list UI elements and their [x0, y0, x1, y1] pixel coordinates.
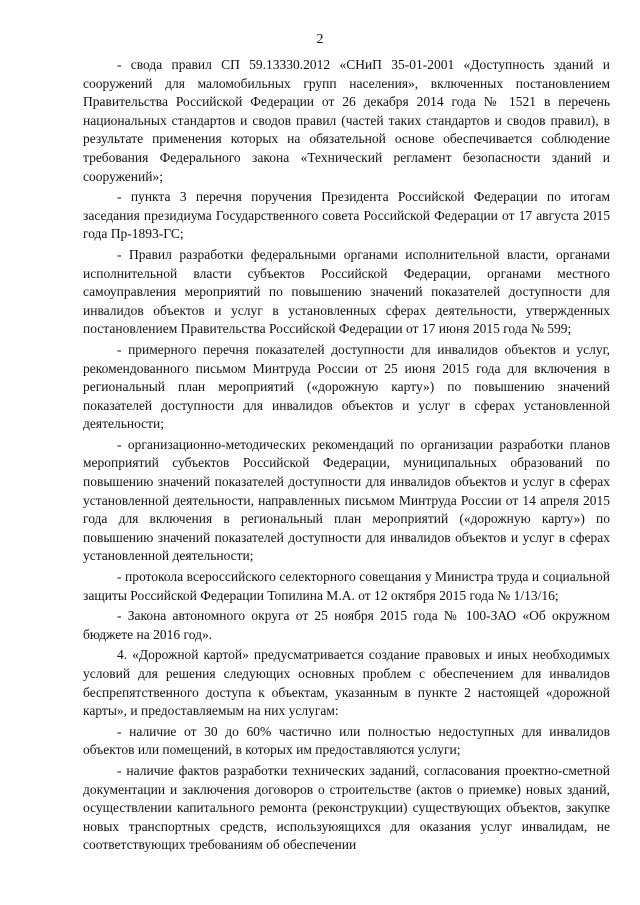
paragraph-methodical-recommendations: - организационно-методических рекомендаций по организации разработки планов мероприятий субъектов Российской Федерации, муниципальных образований по повышению значений показателей доступности для инвалидов объектов и услуг в сферах установленной деятельности, направленных письмом Минтруда России от 14 апреля 2015 года для включения в региональный план мероприятий («дорожную карту») по повышению значений показателей доступности для инвалидов объектов и услуг в сферах установленной деятельности;	[83, 436, 610, 564]
paragraph-budget-law: - Закона автономного округа от 25 ноября 2015 года № 100-ЗАО «Об окружном бюджете на 2016 год».	[83, 608, 610, 642]
paragraph-section-4: 4. «Дорожной картой» предусматривается создание правовых и иных необходимых условий для решения следующих основных проблем с обеспечением для инвалидов беспрепятственного доступа к объектам, указанным в пункте 2 настоящей «дорожной карты», и предоставляемым на них услугам:	[83, 647, 610, 719]
paragraph-sp-rules: - свода правил СП 59.13330.2012 «СНиП 35-01-2001 «Доступность зданий и сооружений для маломобильных групп населения», включенных постановлением Правительства Российской Федерации от 26 декабря 2014 года № 1521 в перечень национальных стандартов и сводов правил (частей таких стандартов и сводов правил), в результате применения которых на обязательной основе обеспечивается соблюдение требования Федерального закона «Технический регламент безопасности зданий и сооружений»;	[83, 57, 610, 184]
document-body	[83, 56, 610, 857]
paragraph-president-order: - пункта 3 перечня поручения Президента Российской Федерации по итогам заседания президиума Государственного совета Российской Федерации от 17 августа 2015 года Пр-1893-ГС;	[83, 189, 610, 242]
paragraph-development-rules: - Правил разработки федеральными органами исполнительной власти, органами исполнительной власти субъектов Российской Федерации, органами местного самоуправления мероприятий по повышению значений показателей доступности для инвалидов объектов и услуг в установленных сферах деятельности, утвержденных постановлением Правительства Российской Федерации от 17 июня 2015 года № 599;	[83, 246, 610, 337]
paragraph-inaccessible-objects: - наличие от 30 до 60% частично или полностью недоступных для инвалидов объектов или помещений, в которых им предоставляются услуги;	[83, 723, 610, 758]
paragraph-indicator-list: - примерного перечня показателей доступности для инвалидов объектов и услуг, рекомендованного письмом Минтруда России от 25 июня 2015 года для включения в региональный план мероприятий («дорожную карту») по повышению значений показателей доступности для инвалидов объектов и услуг в сферах установленной деятельности;	[83, 341, 610, 432]
paragraph-technical-tasks: - наличие фактов разработки технических заданий, согласования проектно-сметной документации и заключения договоров о строительстве (актов о приемке) новых зданий, осуществлении капитального ремонта (реконструкции) существующих объектов, закупке новых транспортных средств, используюящихся для оказания услуг инвалидам, не соответствующих требованиям об обеспечении	[83, 762, 610, 853]
page-number: 2	[316, 32, 324, 47]
paragraph-selector-protocol: - протокола всероссийского селекторного совещания у Министра труда и социальной защиты Российской Федерации Топилина М.А. от 12 октября 2015 года № 1/13/16;	[83, 569, 610, 603]
